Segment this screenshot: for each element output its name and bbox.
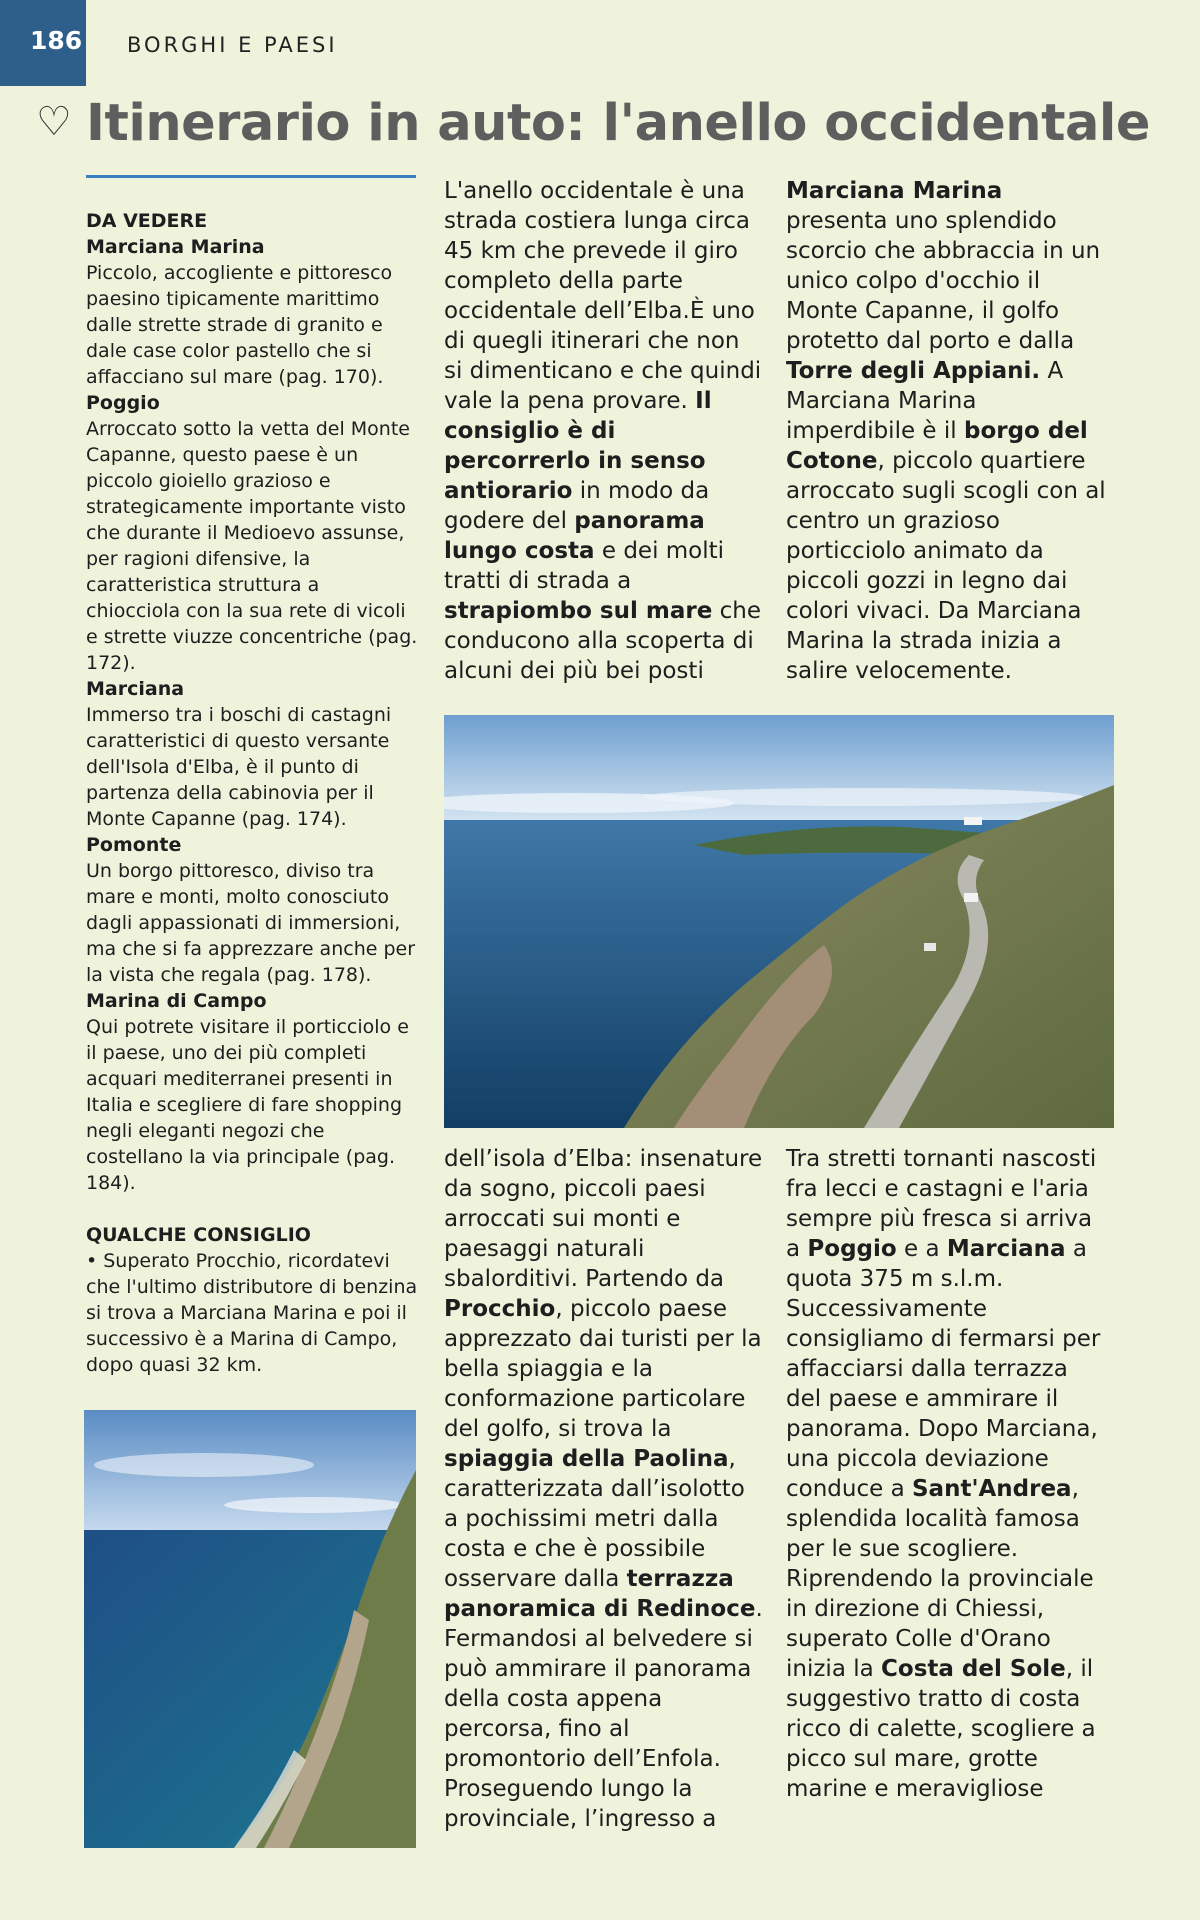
text-run: , il suggestivo tratto di costa ricco di calette, scogliere a picco sul mare, grotte marine e meravigliose — [786, 1656, 1096, 1802]
page-title: Itinerario in auto: l'anello occidentale — [86, 94, 1150, 153]
sidebar-box — [86, 208, 418, 1378]
bold-phrase: Poggio — [807, 1236, 897, 1262]
section-label: BORGHI E PAESI — [127, 33, 338, 57]
title-rule — [86, 175, 416, 178]
text-run: e a — [896, 1236, 947, 1262]
tips-heading: QUALCHE CONSIGLIO — [86, 1224, 311, 1246]
cliff-sea-photo — [84, 1410, 416, 1848]
sidebar-heading: DA VEDERE — [86, 210, 208, 232]
place-name: Pomonte — [86, 834, 182, 856]
text-run: , splendida località famosa per le sue scogliere. Riprendendo la provinciale in direzione di Chiessi, superato Colle d'Orano inizia la — [786, 1476, 1094, 1682]
text-column-2-bottom — [786, 1144, 1106, 1804]
heart-icon[interactable]: ♡ — [36, 99, 72, 145]
place-list — [86, 234, 418, 1196]
bold-phrase: strapiombo sul mare — [444, 598, 713, 624]
place-text: Un borgo pittoresco, diviso tra mare e monti, molto conosciuto dagli appassionati di immersioni, ma che si fa apprezzare anche per la vista che regala (pag. 178). — [86, 860, 416, 986]
bold-phrase: Torre degli Appiani. — [786, 358, 1041, 384]
text-run: , piccolo quartiere arroccato sugli scogli con al centro un grazioso porticciolo animato da piccoli gozzi in legno dai colori vivaci. Da Marciana Marina la strada inizia a salire velocemente. — [786, 448, 1106, 684]
place-name: Marciana Marina — [86, 236, 265, 258]
text-run: in modo da godere del — [444, 478, 710, 534]
text-run: È uno di quegli itinerari che non si dimenticano e che quindi vale la pena provare. — [444, 298, 762, 414]
text-run: . Fermandosi al belvedere si può ammirare il panorama della costa appena percorsa, fino al promontorio dell’Enfola. Proseguendo lungo la provinciale, l’ingresso a — [444, 1596, 763, 1832]
text-run: Tra stretti tornanti nascosti fra lecci e castagni e l'aria sempre più fresca si arriva a — [786, 1146, 1097, 1262]
bold-phrase: terrazza panoramica di Redinoce — [444, 1566, 756, 1622]
place-text: Qui potrete visitare il porticciolo e il paese, uno dei più completi acquari mediterranei presenti in Italia e scegliere di fare shopping negli eleganti negozi che costellano la via principale (pag. 184). — [86, 1016, 409, 1194]
bold-phrase: Sant'Andrea — [911, 1476, 1072, 1502]
text-column-1-top — [444, 176, 764, 686]
text-run: presenta uno splendido scorcio che abbraccia in un unico colpo d'occhio il Monte Capanne, il golfo protetto dal porto e dalla — [786, 208, 1101, 354]
page-number: 186 — [0, 0, 86, 86]
bold-phrase: spiaggia della Paolina — [444, 1446, 729, 1472]
text-run: , piccolo paese apprezzato dai turisti per la bella spiaggia e la conformazione particolare del golfo, si trova la — [444, 1296, 762, 1442]
place-text: Piccolo, accogliente e pittoresco paesino tipicamente marittimo dalle strette strade di granito e dale case color pastello che si affacciano sul mare (pag. 170). — [86, 262, 393, 388]
bold-phrase: panorama lungo costa — [444, 508, 705, 564]
text-column-2-top — [786, 176, 1106, 686]
bold-phrase: Procchio — [444, 1296, 556, 1322]
text-run: A Marciana Marina imperdibile è il — [786, 358, 1064, 444]
tips-text: • Superato Procchio, ricordatevi che l'ultimo distributore di benzina si trova a Marciana Marina e poi il successivo è a Marina di Campo, dopo quasi 32 km. — [86, 1250, 418, 1376]
text-run: a quota 375 m s.l.m. Successivamente consigliamo di fermarsi per affacciarsi dalla terrazza del paese e ammirare il panorama. Dopo Marciana, una piccola deviazione conduce a — [786, 1236, 1101, 1502]
bold-phrase: Marciana — [946, 1236, 1066, 1262]
text-run: e dei molti tratti di strada a — [444, 538, 725, 594]
bold-phrase: Marciana Marina — [786, 178, 1003, 204]
bold-phrase: Costa del Sole — [881, 1656, 1066, 1682]
place-name: Poggio — [86, 392, 160, 414]
text-run: dell’isola d’Elba: insenature da sogno, piccoli paesi arroccati sui monti e paesaggi naturali sbalorditivi. Partendo da — [444, 1146, 763, 1292]
place-text: Immerso tra i boschi di castagni caratteristici di questo versante dell'Isola d'Elba, è il punto di partenza della cabinovia per il Monte Capanne (pag. 174). — [86, 704, 392, 830]
text-run: , caratterizzata dall’isolotto a pochissimi metri dalla costa e che è possibile osservare dalla — [444, 1446, 745, 1592]
text-run: L'anello occidentale è una strada costiera lunga circa 45 km che prevede il giro completo della parte occidentale dell’Elba. — [444, 178, 750, 324]
coastal-road-photo — [444, 715, 1114, 1128]
place-name: Marina di Campo — [86, 990, 267, 1012]
text-run: che conducono alla scoperta di alcuni dei più bei posti — [444, 598, 762, 684]
bold-phrase: Il consiglio è di percorrerlo in senso antiorario — [444, 388, 712, 504]
place-name: Marciana — [86, 678, 185, 700]
text-column-1-bottom — [444, 1144, 764, 1834]
place-text: Arroccato sotto la vetta del Monte Capanne, questo paese è un piccolo gioiello grazioso e strategicamente importante visto che durante il Medioevo assunse, per ragioni difensive, la caratteristica struttura a chiocciola con la sua rete di vicoli e strette viuzze concentriche (pag. 172). — [86, 418, 418, 674]
bold-phrase: borgo del Cotone — [786, 418, 1088, 474]
